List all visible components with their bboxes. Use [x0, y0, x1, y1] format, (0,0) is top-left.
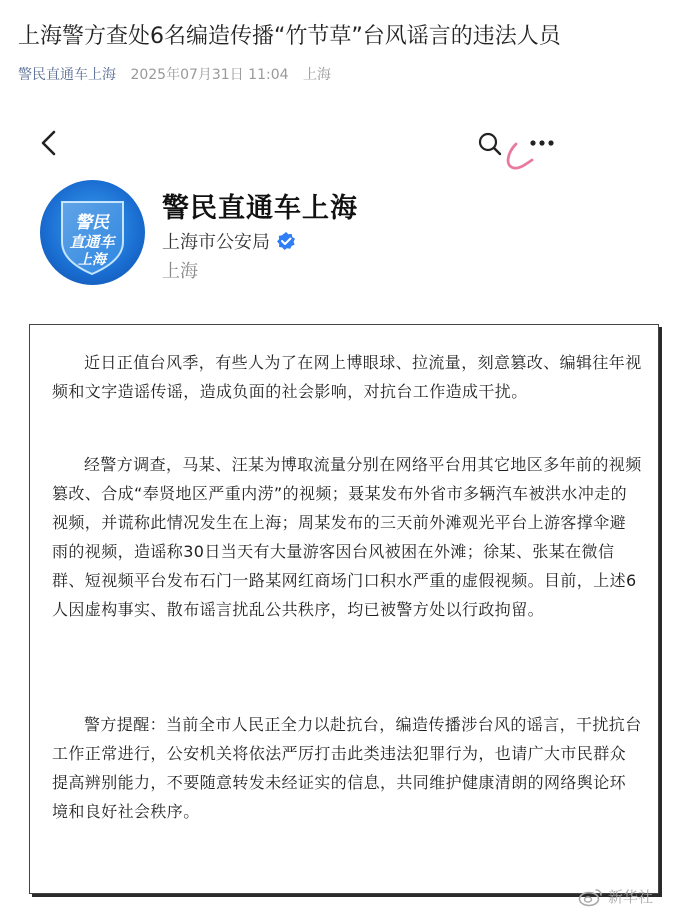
- verified-badge-icon: [276, 231, 296, 251]
- verified-org-name: 上海市公安局: [162, 232, 270, 253]
- account-name[interactable]: 警民直通车上海: [162, 193, 358, 224]
- account-location: 上海: [162, 261, 198, 282]
- svg-text:上海: 上海: [78, 252, 106, 268]
- article-datetime: 2025年07月31日 11:04: [130, 67, 289, 83]
- paragraph-investigation: 经警方调查，马某、汪某为博取流量分别在网络平台用其它地区多年前的视频篡改、合成“奉贤地区严重内涝”的视频；聂某发布外省市多辆汽车被洪水冲走的视频，并谎称此情况发生在上海；周某发布的三天前外滩观光平台上游客撑伞避雨的视频，造谣称30日当天有大量游客因台风被困在外滩；徐某、张某在微信群、短视频平台发布石门一路某网红商场门口积水严重的虚假视频。目前，上述6人因虚构事实、散布谣言扰乱公共秩序，均已被警方处以行政拘留。: [52, 455, 642, 619]
- verified-org-row: [162, 228, 296, 254]
- svg-text:直通车: 直通车: [69, 233, 115, 251]
- article-title: 上海警方查处6名编造传播“竹节草”台风谣言的违法人员: [18, 24, 561, 49]
- search-icon[interactable]: [476, 130, 504, 158]
- chevron-left-icon[interactable]: [38, 128, 60, 158]
- article-location: 上海: [302, 67, 331, 83]
- weibo-icon: [578, 887, 604, 907]
- more-dots-icon[interactable]: [528, 132, 556, 154]
- svg-text:警民: 警民: [75, 213, 109, 233]
- article-source-link[interactable]: 警民直通车上海: [18, 67, 116, 83]
- watermark-text: 新华社: [608, 888, 654, 906]
- xinhua-watermark: [578, 886, 653, 907]
- account-avatar[interactable]: [40, 180, 145, 285]
- paragraph-intro: 近日正值台风季，有些人为了在网上博眼球、拉流量，刻意篡改、编辑往年视频和文字造谣传谣，造成负面的社会影响，对抗台工作造成干扰。: [52, 353, 642, 401]
- paragraph-reminder: 警方提醒：当前全市人民正全力以赴抗台，编造传播涉台风的谣言，干扰抗台工作正常进行，公安机关将依法严厉打击此类违法犯罪行为，也请广大市民群众提高辨别能力，不要随意转发未经证实的信息，共同维护健康清朗的网络舆论环境和良好社会秩序。: [52, 715, 642, 821]
- article-meta: [18, 64, 331, 84]
